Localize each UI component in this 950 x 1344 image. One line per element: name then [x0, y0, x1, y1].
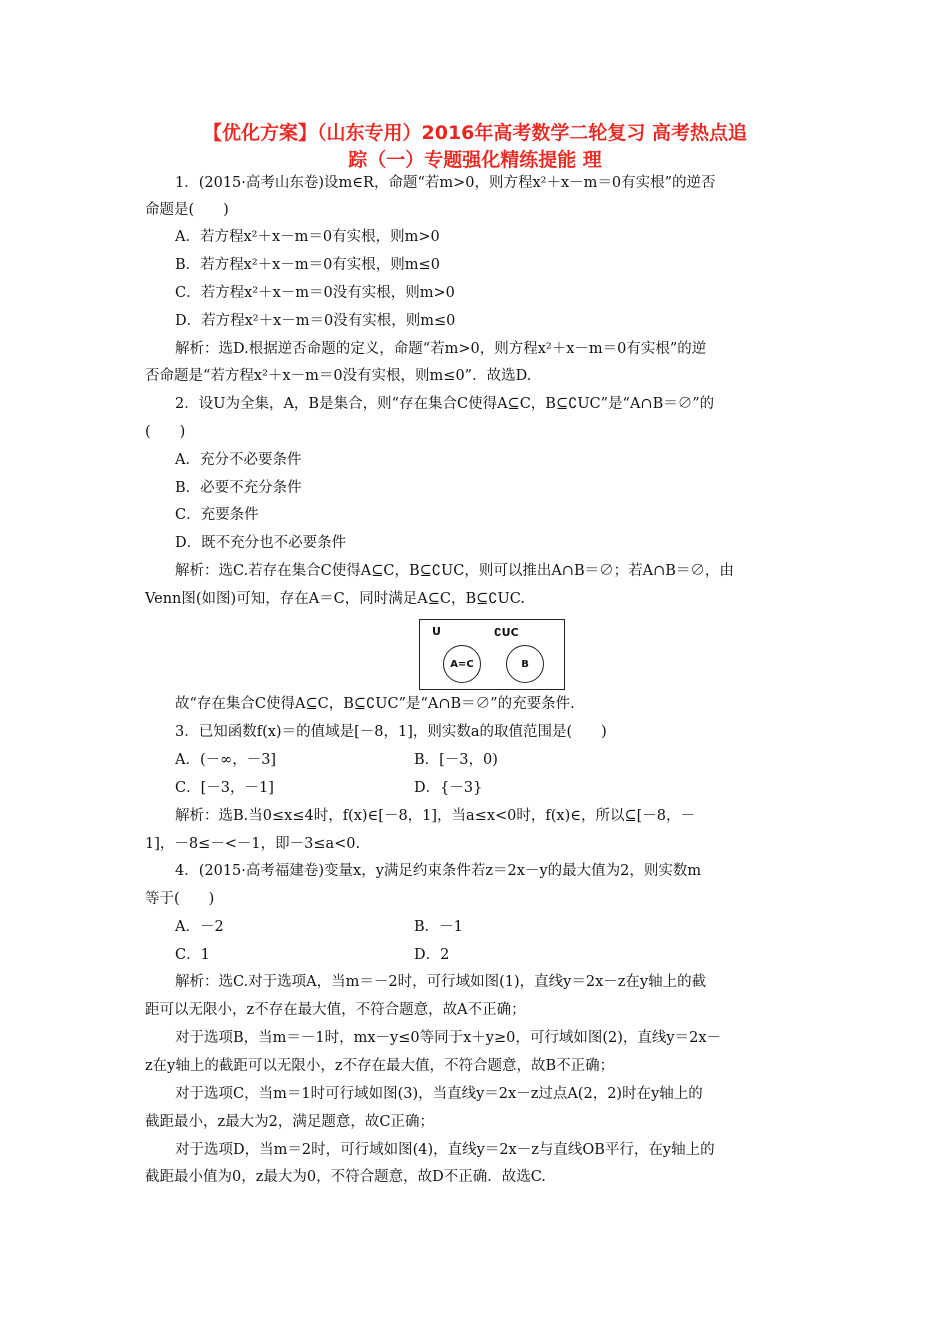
venn-circle-a-equals-c [443, 645, 481, 683]
venn-diagram [419, 619, 565, 690]
q4-stem-cont: 等于( ) [145, 891, 215, 907]
q3-solution-cont: 1]，－8≤－<－1，即－3≤a<0. [145, 836, 361, 852]
q3-solution: 解析：选B.当0≤x≤4时，f(x)∈[－8，1]，当a≤x<0时，f(x)∈，所以⊆[－8，－ [175, 808, 696, 824]
q4-solution-b: 对于选项B，当m＝－1时，mx－y≤0等同于x＋y≥0，可行域如图(2)，直线y＝2x－ [175, 1030, 721, 1046]
q1-option-d: D．若方程x²＋x－m＝0没有实根，则m≤0 [175, 313, 456, 329]
q4-stem: 4．(2015·高考福建卷)变量x，y满足约束条件若z＝2x－y的最大值为2，则实数m [175, 863, 702, 879]
q3-stem: 3．已知函数f(x)＝的值域是[－8，1]，则实数a的取值范围是( ) [175, 724, 607, 740]
q1-option-a: A．若方程x²＋x－m＝0有实根，则m>0 [175, 229, 440, 245]
q3-option-b: B．[－3，0) [414, 752, 498, 768]
q1-option-c: C．若方程x²＋x－m＝0没有实根，则m>0 [175, 285, 455, 301]
q3-option-a: A．(－∞，－3] [175, 752, 277, 768]
q1-stem: 1．(2015·高考山东卷)设m∈R，命题“若m>0，则方程x²＋x－m＝0有实根”的逆否 [175, 175, 716, 191]
q1-stem-cont: 命题是( ) [145, 202, 229, 218]
q1-option-b: B．若方程x²＋x－m＝0有实根，则m≤0 [175, 257, 440, 273]
q2-conclusion: 故“存在集合C使得A⊆C，B⊆∁UC”是“A∩B＝∅”的充要条件. [175, 696, 575, 712]
q4-option-a: A．－2 [175, 919, 224, 935]
venn-universe-label: U [432, 625, 441, 638]
q1-solution: 解析：选D.根据逆否命题的定义，命题“若m>0，则方程x²＋x－m＝0有实根”的逆 [175, 341, 707, 357]
q4-solution-c-cont: 截距最小，z最大为2，满足题意，故C正确； [145, 1114, 434, 1130]
q2-option-a: A．充分不必要条件 [175, 452, 302, 468]
venn-complement-label: ∁UC [494, 626, 519, 639]
venn-circle-right-label: B [521, 658, 529, 670]
q2-option-c: C．充要条件 [175, 507, 259, 523]
page-title-line-2: 踪（一）专题强化精练提能 理 [348, 149, 602, 171]
q3-option-d: D．{－3} [414, 780, 483, 796]
q4-option-c: C．1 [175, 947, 210, 963]
q4-option-d: D．2 [414, 947, 450, 963]
q4-solution-c: 对于选项C，当m＝1时可行域如图(3)，当直线y＝2x－z过点A(2，2)时在y轴上的 [175, 1086, 703, 1102]
q4-solution-cont: 距可以无限小，z不存在最大值，不符合题意，故A不正确； [145, 1002, 526, 1018]
q3-option-c: C．[－3，－1] [175, 780, 274, 796]
q4-option-b: B．－1 [414, 919, 463, 935]
q2-option-d: D．既不充分也不必要条件 [175, 535, 347, 551]
q4-solution-d-cont: 截距最小值为0，z最大为0，不符合题意，故D不正确．故选C. [145, 1169, 546, 1185]
venn-circle-left-label: A=C [450, 658, 474, 670]
q2-stem: 2．设U为全集，A，B是集合，则“存在集合C使得A⊆C，B⊆∁UC”是“A∩B＝∅”的 [175, 396, 715, 412]
q4-solution-b-cont: z在y轴上的截距可以无限小，z不存在最大值，不符合题意，故B不正确； [145, 1058, 615, 1074]
q2-solution: 解析：选C.若存在集合C使得A⊆C，B⊆∁UC，则可以推出A∩B＝∅；若A∩B＝∅，由 [175, 563, 734, 579]
q2-stem-cont: ( ) [145, 424, 186, 440]
q4-solution-d: 对于选项D，当m＝2时，可行域如图(4)，直线y＝2x－z与直线OB平行，在y轴上的 [175, 1142, 715, 1158]
q1-solution-cont: 否命题是“若方程x²＋x－m＝0没有实根，则m≤0”．故选D. [145, 368, 532, 384]
q2-option-b: B．必要不充分条件 [175, 480, 302, 496]
page-title-line-1: 【优化方案】（山东专用）2016年高考数学二轮复习 高考热点追 [203, 122, 747, 144]
q4-solution: 解析：选C.对于选项A，当m＝－2时，可行域如图(1)，直线y＝2x－z在y轴上的截 [175, 974, 707, 990]
venn-circle-b [506, 645, 544, 683]
q2-solution-cont: Venn图(如图)可知，存在A＝C，同时满足A⊆C，B⊆∁UC. [145, 591, 525, 607]
